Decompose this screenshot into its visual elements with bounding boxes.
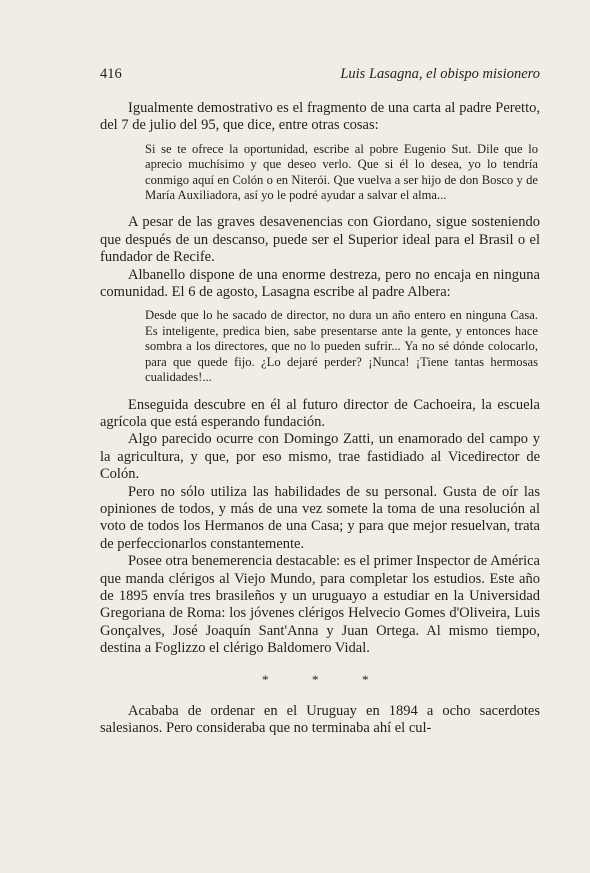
spacer [100,386,540,397]
block-quote: Desde que lo he sacado de director, no dura un año entero en ninguna Casa. Es inteligente, predica bien, sabe presentarse ante la gente, y entonces hace sombra a los directores, que no lo pueden sufrir... Ya no sé dónde colocarlo, para que quede fijo. ¿Lo dejaré perder? ¡Nunca! ¡Tiene tantas hermosas cualidades!... [145,308,538,385]
page-body [100,100,540,737]
asterisk: * [312,671,319,687]
running-title: Luis Lasagna, el obispo misionero [340,66,540,82]
paragraph: Igualmente demostrativo es el fragmento de una carta al padre Peretto, del 7 de julio del 95, que dice, entre otras cosas: [100,100,540,134]
paragraph: Algo parecido ocurre con Domingo Zatti, un enamorado del campo y la agricultura, y que, por eso mismo, trae fastidiado al Vicedirector de Colón. [100,431,540,483]
paragraph: A pesar de las graves desavenencias con Giordano, sigue sosteniendo que después de un descanso, puede ser el Superior ideal para el Brasil o el fundador de Recife. [100,214,540,266]
spacer [100,692,540,703]
asterisk: * [362,671,369,687]
page-number: 416 [100,66,122,82]
paragraph: Pero no sólo utiliza las habilidades de su personal. Gusta de oír las opiniones de todos, y más de una vez somete la toma de una resolución al voto de todos los Hermanos de una Casa; y para que mejor resuelvan, trata de perfeccionarlos constantemente. [100,483,540,552]
paragraph: Acababa de ordenar en el Uruguay en 1894 a ocho sacerdotes salesianos. Pero consideraba que no terminaba ahí el cul- [100,702,540,736]
spacer [100,203,540,214]
paragraph: Albanello dispone de una enorme destreza, pero no encaja en ninguna comunidad. El 6 de agosto, Lasagna escribe al padre Albera: [100,266,540,301]
block-quote: Si se te ofrece la oportunidad, escribe al pobre Eugenio Sut. Dile que lo aprecio muchísimo y que deseo verlo. Que si él lo desea, yo lo tendría conmigo aquí en Colón o en Niterói. Que vuelva a ser hijo de don Bosco y de María Auxiliadora, así yo le podré ayudar a salvar el alma... [145,141,538,203]
running-header [100,66,540,86]
asterisk: * [262,671,269,687]
paragraph: Enseguida descubre en él al futuro director de Cachoeira, la escuela agrícola que está esperando fundación. [100,396,540,430]
paragraph: Posee otra benemerencia destacable: es el primer Inspector de América que manda clérigos al Viejo Mundo, para completar los estudios. Este año de 1895 envía tres brasileños y un uruguayo a estudiar en la Universidad Gregoriana de Roma: los jóvenes clérigos Helvecio Gomes d'Oliveira, Luis Gonçalves, José Joaquín Sant'Anna y Juan Ortega. Al mismo tiempo, destina a Foglizzo el clérigo Baldomero Vidal. [100,553,540,657]
section-separator [100,668,540,692]
